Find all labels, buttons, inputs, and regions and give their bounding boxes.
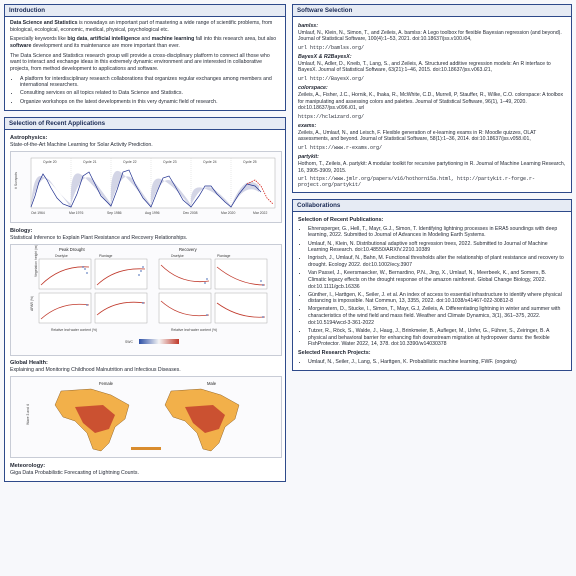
male-label: Male [207,380,217,386]
software-url[interactable]: url https://www.r-exams.org/ [298,144,383,151]
applications-box [4,117,286,482]
intro-bullet: • Organize workshops on the latest developments in this very dynamic field of research. [20,99,280,106]
female-label: Female [99,380,113,386]
africa-maps-figure [10,376,282,458]
site-label: Plantage [99,253,113,258]
software-ref: Zeileis, A., Fisher, J.C., Hornik, K., Ihaka, R., McWhite, C.D., Murrell, P, Stauffer, R., Wilke, C.O. colorspace: A toolbox for manipulating and assessing colors and palettes. Journal of Statistical Software, 96(1), 1–49, 2020. doi:10.18637/jss.v096.i01, url [298,92,564,112]
site-label: Plantage [217,253,231,258]
intro-bullet: • A platform for interdisciplinary research collaborations that organizes regular exchanges among members and international researchers. [20,76,280,89]
swc-colorbar [139,339,179,344]
bio-xlabel: Relative leaf water content (%) [171,327,218,332]
intro-paragraph-3: The Data Science and Statistics research group will provide a cross-disciplinary platform to connect all those who want to interact and exchange ideas in this extremely dynamic environment and are interested in collaborative projects, from method development to applications and software. [10,52,270,72]
plant-resistance-figure [10,244,282,356]
software-ref: Umlauf, N., Klein, N., Simon, T., and Zeileis, A. bamlss: A Lego toolbox for flexible Bayesian regression (and beyond). Journal of Statistical Software, 100(4):1–53, 2021. doi:10.18637/jss.v100.i04, [298,29,562,43]
map-colorbar [131,447,161,450]
software-item [298,54,566,82]
panel-grid [39,259,267,323]
cycle-label: Cycle 24 [203,160,217,165]
software-item [298,123,566,151]
kw-big-data: big data [67,36,88,43]
project-item: • Umlauf, N., Seiler, J., Lang, S., Harttgen, K. Probabilistic machine learning, FWF. (ongoing) [308,359,566,366]
applications-heading: Selection of Recent Applications [5,118,285,130]
software-item [298,23,566,51]
bio-ylabel-2: APAR (%) [30,295,34,311]
publication-item: • Ingrisch, J., Umlauf, N., Bahn, M. Functional thresholds alter the relationship of plant resistance and recovery to drought. Ecology 2022. doi:10.1002/ecy.3907 [308,255,566,268]
intro-p1-text: is nowadays an important part of mastering a wide range of scientific problems, from biological, ecological, economic, medical, physical, psychological etc. [10,20,273,33]
software-url[interactable]: url http://BayesX.org/ [298,75,365,82]
p2-c: and [140,36,152,43]
kw-software: software [10,42,32,49]
software-ref: Zeileis, A., Umlauf, N., and Leisch, F. Flexible generation of e-learning exams in R: Moodle quizzes, OLAT assessments, and beyond. Journal of Statistical Software, 58(1):1–36, 2014. doi:10.18637/jss.v058.i01, [298,129,537,143]
p2-b: , [87,36,91,43]
cycle-label: Cycle 25 [243,160,257,165]
software-url[interactable]: https://hclwizard.org/ [298,113,365,120]
intro-paragraph-2 [10,36,280,49]
meteo-subtitle: Giga Data Probabilistic Forecasting of Lightning Counts. [10,469,139,476]
kw-ml: machine learning [151,36,195,43]
x-tick: Mar 1976 [69,211,84,216]
collaborations-heading: Collaborations [293,200,571,212]
site-label: Dwelyke [171,253,184,258]
x-tick: Mar 2020 [221,211,236,216]
x-tick: Sep 1986 [107,211,122,216]
publication-item: • Tutzer, R., Röck, S., Walde, J., Haug, J., Brinkmeier, B., Aufleger, M., Unfer, G., Führer, S., Zeiringer, B. A physical and behavioral barrier for enhancing fish downstream migration at hydropower dams: the flexible FishProtector. Water 2022, 14, 378. doi:10.3390/w14030378 [308,328,566,348]
software-ref: Hothorn, T., Zeileis, A. partykit: A modular toolkit for recursive partytioning in R. Journal of Machine Learning Research, 16, 3905-3909, 2015. [298,161,566,174]
cycle-label: Cycle 20 [43,160,57,165]
x-tick: Oct 1964 [31,211,45,216]
x-tick: Aug 1996 [145,211,160,216]
astro-title: Astrophysics: [10,135,48,142]
bio-xlabel: Relative leaf water content (%) [51,327,98,332]
cycle-label: Cycle 21 [83,160,97,165]
bio-title: Biology: [10,227,33,234]
global-title: Global Health: [10,360,48,367]
software-item [298,85,566,120]
cycle-label: Cycle 23 [163,160,177,165]
intro-bullet: • Consulting services on all topics related to Data Science and Statistics. [20,90,280,97]
bio-col1: Peak Drought [59,246,85,252]
project-list [298,359,566,366]
software-name: BayesX & R2BayesX: [298,54,352,61]
publication-item: • Morgenstern, D., Stucke, I., Simon, T., Mayr, G.J, Zeileis, A. Differentiating lightning in winter and summer with characteristics of the wind field and mass field. Weather and Climate Dynamics, 3(1), 361–375, 2022. doi:10.5194/wcd-3-361-2022 [308,306,566,326]
p2-e: development and its maintenance are more important than ever. [31,42,180,49]
intro-box [4,4,286,111]
publications-heading: Selection of Recent Publications: [298,216,384,223]
astro-ylabel: # Sunspots [14,172,18,190]
projects-heading: Selected Research Projects: [298,349,371,356]
p2-a: Especially keywords like [10,36,68,43]
left-column [4,4,286,488]
solar-cycle-figure [10,151,282,223]
publication-item: • Umlauf, N., Klein, N. Distributional adaptive soft regression trees, 2022. Submitted to Journal of Machine Learning Research. doi:10.48550/ARXIV.2210.10389 [308,241,566,254]
wave-label: Wave 3 and 4 [26,404,30,425]
software-name: colorspace: [298,85,328,92]
bio-legend-title: SWC [125,339,133,344]
software-name: exams: [298,123,317,130]
meteo-title: Meteorology: [10,462,46,469]
global-subtitle: Explaining and Monitoring Childhood Malnutrition and Infectious Diseases. [10,367,181,374]
software-ref: Umlauf, N., Adler, D., Kneib, T., Lang, S., and Zeileis, A. Structured additive regression models: An R interface to BayesX. Journal of Statistical Software, 63(21):1–46, 2015. doi:10.18637/jss.v063.i21, [298,60,551,74]
intro-heading: Introduction [5,5,285,17]
software-heading: Software Selection [293,5,571,17]
software-box [292,4,572,193]
software-url[interactable]: url http://bamlss.org/ [298,44,365,51]
software-item [298,154,566,189]
astro-subtitle: State-of-the-Art Machine Learning for Solar Activity Prediction. [10,142,153,149]
bio-col2: Recovery [179,246,197,252]
right-column [292,4,572,377]
publication-item: • Günther, I., Harttgen, K., Seiler, J. et al. An index of access to essential infrastructure to identify where physical distancing is impossible. Nat Commun, 13, 3355, 2022. doi:10.1038/s41467-022-30812-8 [308,292,566,305]
software-url[interactable]: url https://www.jmlr.org/papers/v16/hothorn15a.html, http://partykit.r-forge.r-project.org/partykit/ [298,176,536,189]
x-tick: Dec 2008 [183,211,198,216]
collaborations-box [292,199,572,372]
intro-lead: Data Science and Statistics [10,20,78,26]
p2-d: fall into this research area, but also [194,36,277,43]
site-label: Dwelyke [55,253,68,258]
intro-paragraph-1 [10,20,280,33]
intro-bullets [10,76,280,106]
publication-item: • Ehrensperger, G., Hell, T., Mayr, G.J., Simon, T. Identifying lightning processes in ERA5 soundings with deep learning, 2022. Submitted to Journal of Advances in Modeling Earth Systems. [308,226,566,239]
publication-list [298,226,566,348]
bio-ylabel-1: Vegetation height (m) [34,244,38,277]
cycle-label: Cycle 22 [123,160,137,165]
astro-xticks [31,211,267,215]
x-tick: Mar 2022 [253,211,268,216]
software-name: bamlss: [298,23,319,29]
kw-ai: artificial intelligence [90,36,141,43]
publication-item: • Van Passel, J., Keersmaecker, W., Bernardino, P.N., Jing, X., Umlauf, N., Meerbeek, K., and Somers, B. Climatic legacy effects on the drought response of the amazon rainforest. Global Change Biology, 2022. doi:10.1111/gcb.16336 [308,270,566,290]
software-name: partykit: [298,154,319,161]
bio-subtitle: Statistical Inference to Explain Plant Resistance and Recovery Relationships. [10,234,188,241]
